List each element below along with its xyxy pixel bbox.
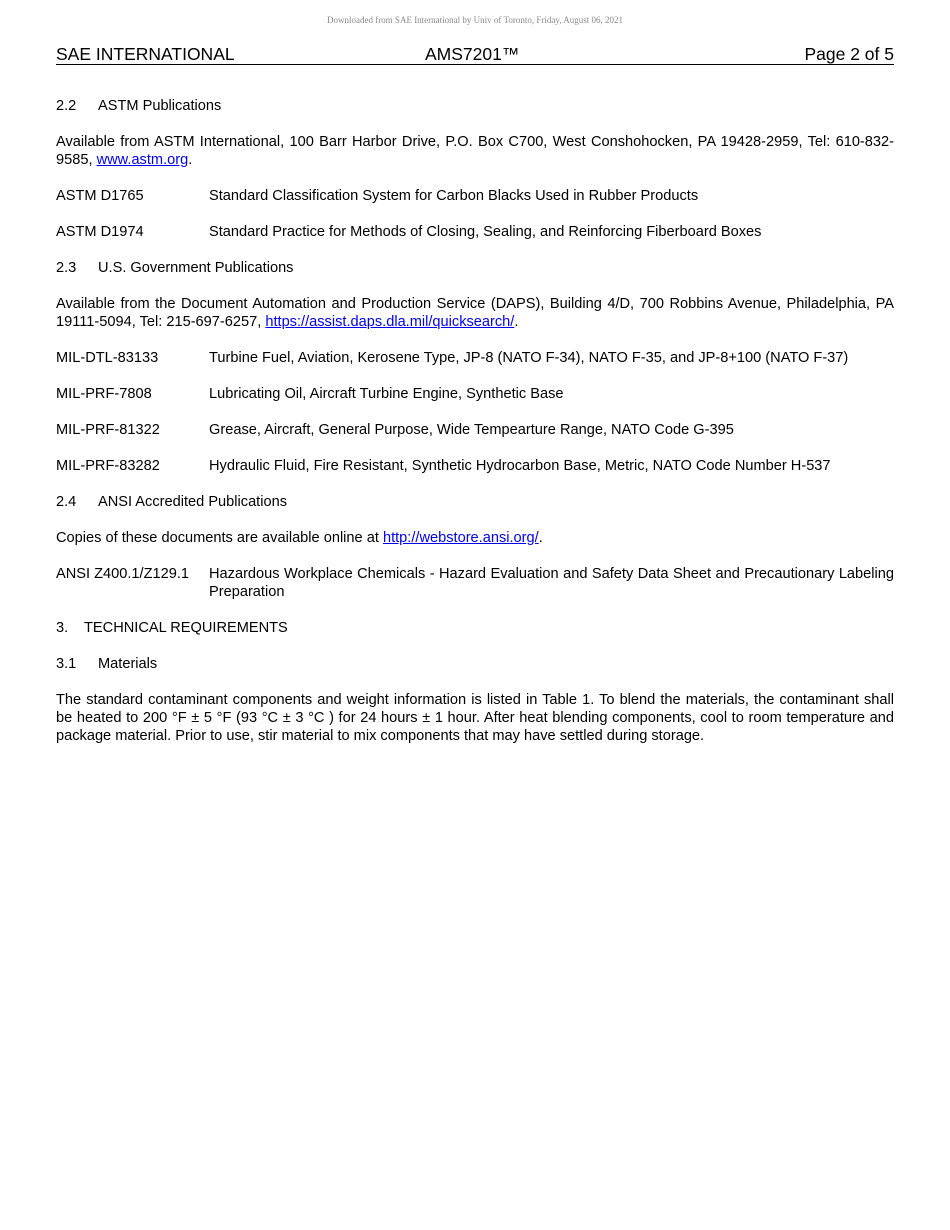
daps-availability-paragraph bbox=[56, 295, 894, 331]
reference-code: ASTM D1765 bbox=[56, 188, 144, 204]
astm-availability-paragraph bbox=[56, 133, 894, 169]
reference-title: Hazardous Workplace Chemicals - Hazard Evaluation and Safety Data Sheet and Precautionary Labeling Preparation bbox=[209, 566, 894, 600]
reference-row bbox=[56, 187, 894, 205]
section-number: 3.1 bbox=[56, 656, 77, 672]
reference-code: MIL-DTL-83133 bbox=[56, 350, 159, 366]
reference-code: MIL-PRF-81322 bbox=[56, 422, 160, 438]
reference-code: ANSI Z400.1/Z129.1 bbox=[56, 566, 190, 582]
paragraph-text: Available from ASTM International, 100 Barr Harbor Drive, P.O. Box C700, West Conshohocken, PA 19428-2959, Tel: 610-832-9585, bbox=[56, 134, 894, 168]
page-header bbox=[56, 44, 894, 65]
reference-row bbox=[56, 421, 894, 439]
section-title: TECHNICAL REQUIREMENTS bbox=[84, 620, 288, 636]
reference-code: MIL-PRF-83282 bbox=[56, 458, 160, 474]
ansi-availability-paragraph bbox=[56, 529, 894, 547]
section-number: 2.2 bbox=[56, 98, 77, 114]
section-title: ANSI Accredited Publications bbox=[98, 494, 288, 510]
reference-row bbox=[56, 565, 894, 601]
ansi-link[interactable]: http://webstore.ansi.org/ bbox=[382, 530, 539, 546]
section-3-1-heading bbox=[56, 655, 894, 673]
reference-title: Standard Classification System for Carbon Blacks Used in Rubber Products bbox=[209, 188, 699, 204]
reference-code: ASTM D1974 bbox=[56, 224, 144, 240]
header-document-number: AMS7201™ bbox=[425, 44, 520, 64]
document-body bbox=[56, 97, 894, 763]
section-title: U.S. Government Publications bbox=[98, 260, 294, 276]
reference-title: Lubricating Oil, Aircraft Turbine Engine, Synthetic Base bbox=[209, 386, 564, 402]
reference-row bbox=[56, 349, 894, 367]
daps-link[interactable]: https://assist.daps.dla.mil/quicksearch/ bbox=[265, 314, 515, 330]
astm-link[interactable]: www.astm.org bbox=[96, 152, 189, 168]
reference-code: MIL-PRF-7808 bbox=[56, 386, 152, 402]
header-publisher: SAE INTERNATIONAL bbox=[56, 44, 235, 64]
reference-title: Turbine Fuel, Aviation, Kerosene Type, JP-8 (NATO F-34), NATO F-35, and JP-8+100 (NATO F-37) bbox=[209, 350, 849, 366]
section-2-2-heading bbox=[56, 97, 894, 115]
paragraph-text: Copies of these documents are available online at bbox=[56, 530, 383, 546]
section-2-4-heading bbox=[56, 493, 894, 511]
paragraph-text: Available from the Document Automation and Production Service (DAPS), Building 4/D, 700 Robbins Avenue, Philadelphia, PA 19111-5094, Tel: 215-697-6257, bbox=[56, 296, 894, 330]
section-3-heading bbox=[56, 619, 894, 637]
reference-title: Standard Practice for Methods of Closing, Sealing, and Reinforcing Fiberboard Boxes bbox=[209, 224, 762, 240]
section-2-3-heading bbox=[56, 259, 894, 277]
reference-row bbox=[56, 457, 894, 475]
paragraph-end: . bbox=[538, 530, 543, 546]
download-watermark: Downloaded from SAE International by Univ of Toronto, Friday, August 06, 2021 bbox=[326, 15, 624, 25]
reference-row bbox=[56, 385, 894, 403]
section-title: ASTM Publications bbox=[98, 98, 222, 114]
paragraph-end: . bbox=[514, 314, 519, 330]
reference-row bbox=[56, 223, 894, 241]
reference-title: Hydraulic Fluid, Fire Resistant, Synthetic Hydrocarbon Base, Metric, NATO Code Number H-537 bbox=[209, 458, 831, 474]
section-number: 3. bbox=[56, 620, 69, 636]
section-title: Materials bbox=[98, 656, 158, 672]
paragraph-end: . bbox=[188, 152, 193, 168]
section-number: 2.4 bbox=[56, 494, 77, 510]
header-page-number: Page 2 of 5 bbox=[804, 44, 894, 64]
materials-paragraph: The standard contaminant components and weight information is listed in Table 1. To blend the materials, the contaminant shall be heated to 200 °F ± 5 °F (93 °C ± 3 °C ) for 24 hours ± 1 hour. After heat blending components, cool to room temperature and package material. Prior to use, stir material to mix components that may have settled during storage. bbox=[56, 692, 894, 744]
section-number: 2.3 bbox=[56, 260, 77, 276]
reference-title: Grease, Aircraft, General Purpose, Wide Tempearture Range, NATO Code G-395 bbox=[209, 422, 734, 438]
